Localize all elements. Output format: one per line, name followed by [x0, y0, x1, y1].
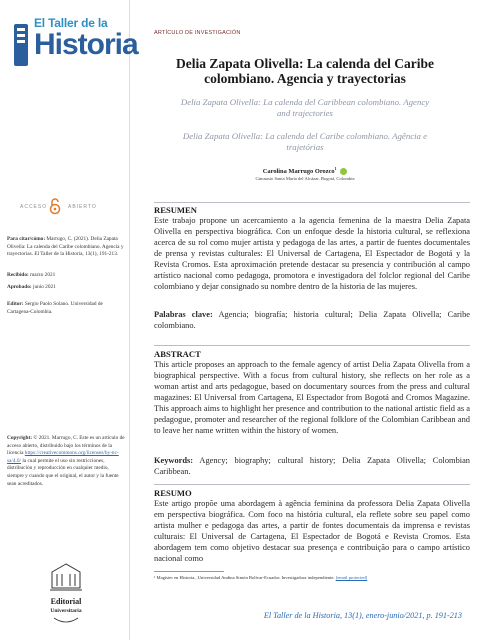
- alt-title-portuguese: [150, 131, 460, 153]
- received-value: marzo 2021: [30, 272, 56, 278]
- logo-big-text: Historia: [34, 28, 138, 61]
- author-affiliation: Gimnasio Santa María del Alcázar, Bogotá, Colombia: [255, 176, 355, 181]
- footnote-rule: [154, 571, 224, 572]
- open-lock-icon: [48, 197, 62, 215]
- footnote: [154, 575, 470, 581]
- logo-small-text: El Taller de la: [34, 16, 108, 30]
- abstract-heading: ABSTRACT: [154, 349, 201, 359]
- resumen-rule: [154, 202, 470, 203]
- journal-logo[interactable]: [8, 16, 138, 74]
- publisher-line1: Editorial: [50, 597, 82, 606]
- article-main: [140, 0, 470, 640]
- cite-label: Para citar/cómo:: [7, 236, 46, 242]
- article-type: ARTÍCULO DE INVESTIGACIÓN: [154, 30, 241, 36]
- license-link[interactable]: https://creativecommons.org/licenses/by-nc-sa/4.0/: [7, 450, 119, 464]
- abstract-keywords-label: Keywords:: [154, 456, 194, 465]
- abstract-body: This article proposes an approach to the female agency of artist Delia Zapata Olivella from a biographical perspective. With a focus from cultural history, she reflects on her role as a woman artist and arts pedagogue, based on documentary sources from the press and cultural magazines: El Universal from Cartagena, El Espectador from Bogotá and Cromos Magazine. This approach aims to highlight her presence and contribution to the national artistic field as a pedagogue, promoter and researcher of the regional folklore of the Colombian Caribbean and to leave her name written within the history of women.: [154, 360, 470, 435]
- open-access-badge: [20, 197, 115, 217]
- abstract-rule: [154, 345, 470, 346]
- title-line-1: Delia Zapata Olivella: La calenda del Caribe: [176, 56, 434, 71]
- approved-value: junio 2021: [32, 284, 56, 290]
- editorial-universitaria-logo: [40, 558, 92, 634]
- author-footnote-marker: 1: [334, 166, 337, 171]
- author-line: [140, 166, 470, 175]
- resumen-keywords-label: Palabras clave:: [154, 310, 213, 319]
- alt-title-en-line-2: and trajectories: [277, 108, 333, 118]
- title-line-2: colombiano. Agencia y trayectorias: [204, 71, 406, 86]
- alt-title-pt-line-1: Delia Zapata Olivella: La calenda del Caribe colombiano. Agência e: [182, 131, 428, 141]
- footnote-text: ¹ Magíster en Historia., Universidad Andina Simón Bolívar-Ecuador. Investigadora independiente.: [154, 575, 335, 580]
- resumen-keywords-value: Agencia; biografía; historia cultural; Delia Zapata Olivella; Caribe colombiano.: [154, 310, 470, 330]
- editor-value: Sergio Paolo Solano. Universidad de Cartagena-Colombia.: [7, 301, 103, 315]
- publisher-line2: Universitaria: [50, 608, 82, 614]
- article-title: [140, 56, 470, 86]
- copyright-label: Copyright:: [7, 435, 33, 441]
- editor-label: Editor:: [7, 301, 24, 307]
- open-access-right: ABIERTO: [68, 204, 97, 210]
- alt-title-english: [150, 97, 460, 119]
- approved-block: [7, 284, 125, 292]
- copyright-text-2: la cual permite el uso sin restricciones, distribución y reproducción en cualquier medio, siempre y cuando que el original, el autor y la fuente sean acreditados.: [7, 457, 119, 487]
- resumo-body: Este artigo propõe uma abordagem à agência feminina da professora Delia Zapata Olivella em perspectiva biográfica. Com foco na história cultural, ela reflete sobre seu papel como artista mulher e pedagoga das artes, a partir de fontes documentais da imprensa e revistas culturais: El Universal de Cartagena, El Espectador de Bogotá e Revista Cromos. Esta abordagem tem como objetivo destacar sua presença e contribuição para o campo artístico nacional como: [154, 499, 470, 563]
- resumen-heading: RESUMEN: [154, 205, 197, 215]
- sidebar-divider: [129, 0, 130, 640]
- copyright-text-1: © 2021. Marrugo, C. Este es un artículo de acceso abierto, distribuido bajo los términos de la licencia: [7, 435, 125, 457]
- received-block: [7, 272, 125, 280]
- orcid-icon[interactable]: [340, 168, 347, 175]
- editor-block: [7, 301, 125, 316]
- footnote-email-link[interactable]: [email protected]: [335, 575, 368, 580]
- resumen-body: Este trabajo propone un acercamiento a la agencia femenina de la maestra Delia Zapata Olivella en perspectiva biográfica. Con un enfoque desde la historia cultural, se reflexiona acerca de su rol como mujer artista y pedagoga de las artes, a partir de fuentes documentales de prensa y revistas culturales: El Universal de Cartagena, El Espectador de Bogotá y la Revista Cromos. Esta aproximación pretende destacar su presencia y contribución al campo artístico nacional como pedagoga, promotora e investigadora del folclor regional del Caribe colombiano y dejar consignado su nombre dentro de la historia de las mujeres.: [154, 216, 470, 291]
- author-name: Carolina Marrugo Orozco: [262, 168, 335, 176]
- abstract-keywords-value: Agency; biography; cultural history; Delia Zapata Olivella; Colombian Caribbean.: [154, 456, 470, 476]
- approved-label: Aprobado:: [7, 284, 32, 290]
- abstract-keywords: [154, 455, 470, 477]
- journal-sidebar: [0, 0, 138, 640]
- alt-title-en-line-1: Delia Zapata Olivella: La calenda del Caribbean colombiano. Agency: [180, 97, 430, 107]
- received-label: Recibido:: [7, 272, 29, 278]
- copyright-block: [7, 435, 125, 488]
- citation-block: [7, 236, 125, 259]
- resumo-heading: RESUMO: [154, 488, 192, 498]
- logo-mark-icon: [12, 20, 30, 70]
- open-access-left: ACCESO: [20, 204, 48, 210]
- alt-title-pt-line-2: trajetórias: [286, 142, 324, 152]
- resumo-rule: [154, 484, 470, 485]
- page-footer: El Taller de la Historia, 13(1), enero-junio/2021, p. 191-213: [263, 611, 462, 620]
- resumen-keywords: [154, 309, 470, 331]
- cite-text: Marrugo, C. (2021). Delia Zapata Olivella: La calenda del Caribe colombiano. Agencia y trayectorias. El Taller de la Historia, 13(1), 191-213.: [7, 236, 124, 258]
